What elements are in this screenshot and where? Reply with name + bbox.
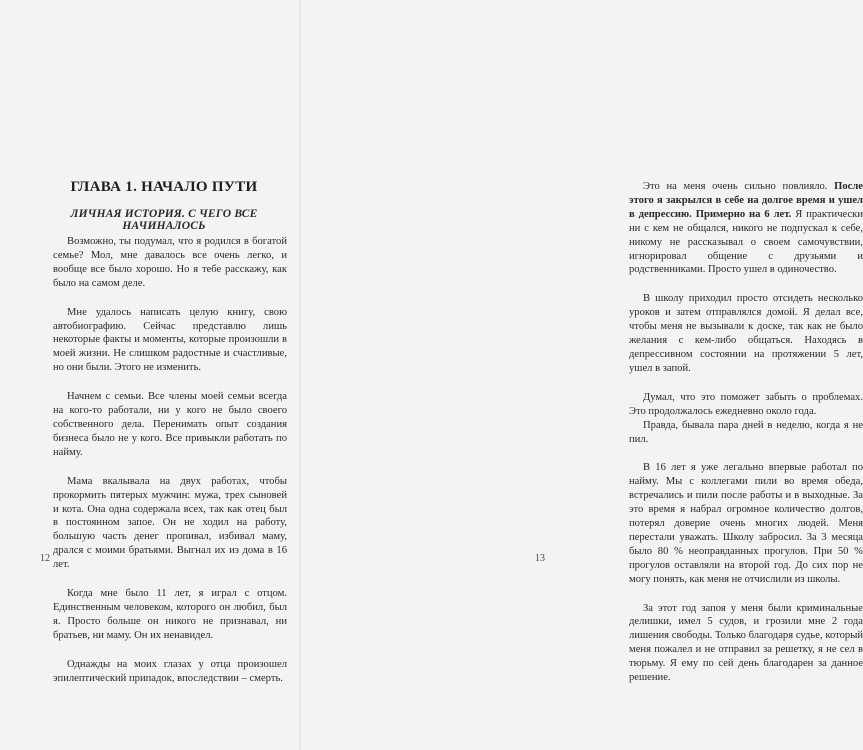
section-title: ЛИЧНАЯ ИСТОРИЯ. С ЧЕГО ВСЕ НАЧИНАЛОСЬ xyxy=(70,208,258,232)
paragraph: Возможно, ты подумал, что я родился в богатой семье? Мол, мне давалось все очень легко, и вообще все было хорошо. Но я тебе расскажу, как было на самом деле. xyxy=(53,236,287,289)
right-text-column xyxy=(629,180,863,685)
page-number-right: 13 xyxy=(535,553,545,564)
paragraph: Однажды на моих глазах у отца произошел эпилептический припадок, впоследствии – смерть. xyxy=(53,658,287,684)
paragraph: Думал, что это поможет забыть о проблемах. Это продолжалось ежедневно около года. xyxy=(629,391,863,417)
paragraph: Мама вкалывала на двух работах, чтобы прокормить пятерых мужчин: мужа, трех сыновей и кота. Она одна содержала всех, так как отец был в постоянном запое. Он не ходил на работу, большую часть денег пропивал, избивал маму, дрался с моими братьями. Выгнал их из дома в 16 лет. xyxy=(53,475,287,571)
paragraph: В школу приходил просто отсидеть несколько уроков и затем отправлялся домой. Я делал все, чтобы меня не вызывали к доске, так как не было желания с кем-либо общаться. Находясь в депрессивном состоянии на протяжении 5 лет, ушел в запой. xyxy=(629,293,863,374)
bold-emphasis: После этого я закрылся в себе на долгое время и ушел в депрессию. Примерно на 6 лет. xyxy=(629,181,863,220)
page-number-left: 12 xyxy=(40,553,50,564)
right-page xyxy=(300,0,863,750)
left-text-column xyxy=(53,235,287,685)
paragraph: За этот год запоя у меня были криминальные делишки, имел 5 судов, и грозили мне 2 года лишения свободы. Только благодаря судье, который меня пожалел и не отправил за решетку, я не сел в тюрьму. Я ему по сей день благодарен за данное решение. xyxy=(629,602,863,684)
paragraph: Мне удалось написать целую книгу, свою автобиографию. Сейчас представлю лишь некоторые факты и моменты, которые произошли в моей жизни. Не слишком радостные и счастливые, но они были. Этого не изменить. xyxy=(53,306,287,374)
chapter-title: ГЛАВА 1. НАЧАЛО ПУТИ xyxy=(70,179,258,195)
paragraph-text: Я практически ни с кем не общался, никого не подпускал к себе, никому не рассказывал о своем самочувствии, игнорировал общение с друзьями и родственниками. Просто ушел в одиночество. xyxy=(629,208,863,276)
paragraph-text: Это на меня очень сильно повлияло. xyxy=(643,181,835,192)
left-page xyxy=(0,0,300,750)
paragraph: В 16 лет я уже легально впервые работал по найму. Мы с коллегами пили во время обеда, встречались и пили после работы и в выходные. За это время я набрал огромное количество долгов, потерял доверие очень многих людей. Меня перестали уважать. Школу забросил. За 3 месяца было 80 % неоправданных прогулов. При 50 % прогулов оставляли на второй год. До сих пор не могу понять, как меня не отчислили из школы. xyxy=(629,462,863,585)
paragraph: Когда мне было 11 лет, я играл с отцом. Единственным человеком, которого он любил, был я. Просто больше он никого не признавал, ни братьев, ни маму. Он их ненавидел. xyxy=(53,588,287,641)
paragraph: Правда, бывала пара дней в неделю, когда я не пил. xyxy=(629,419,863,445)
paragraph: Начнем с семьи. Все члены моей семьи всегда на кого-то работали, ни у кого не было своего собственного дела. Перенимать опыт создания бизнеса было не у кого. Все привыкли работать по найму. xyxy=(53,391,287,458)
paragraph xyxy=(629,180,863,277)
